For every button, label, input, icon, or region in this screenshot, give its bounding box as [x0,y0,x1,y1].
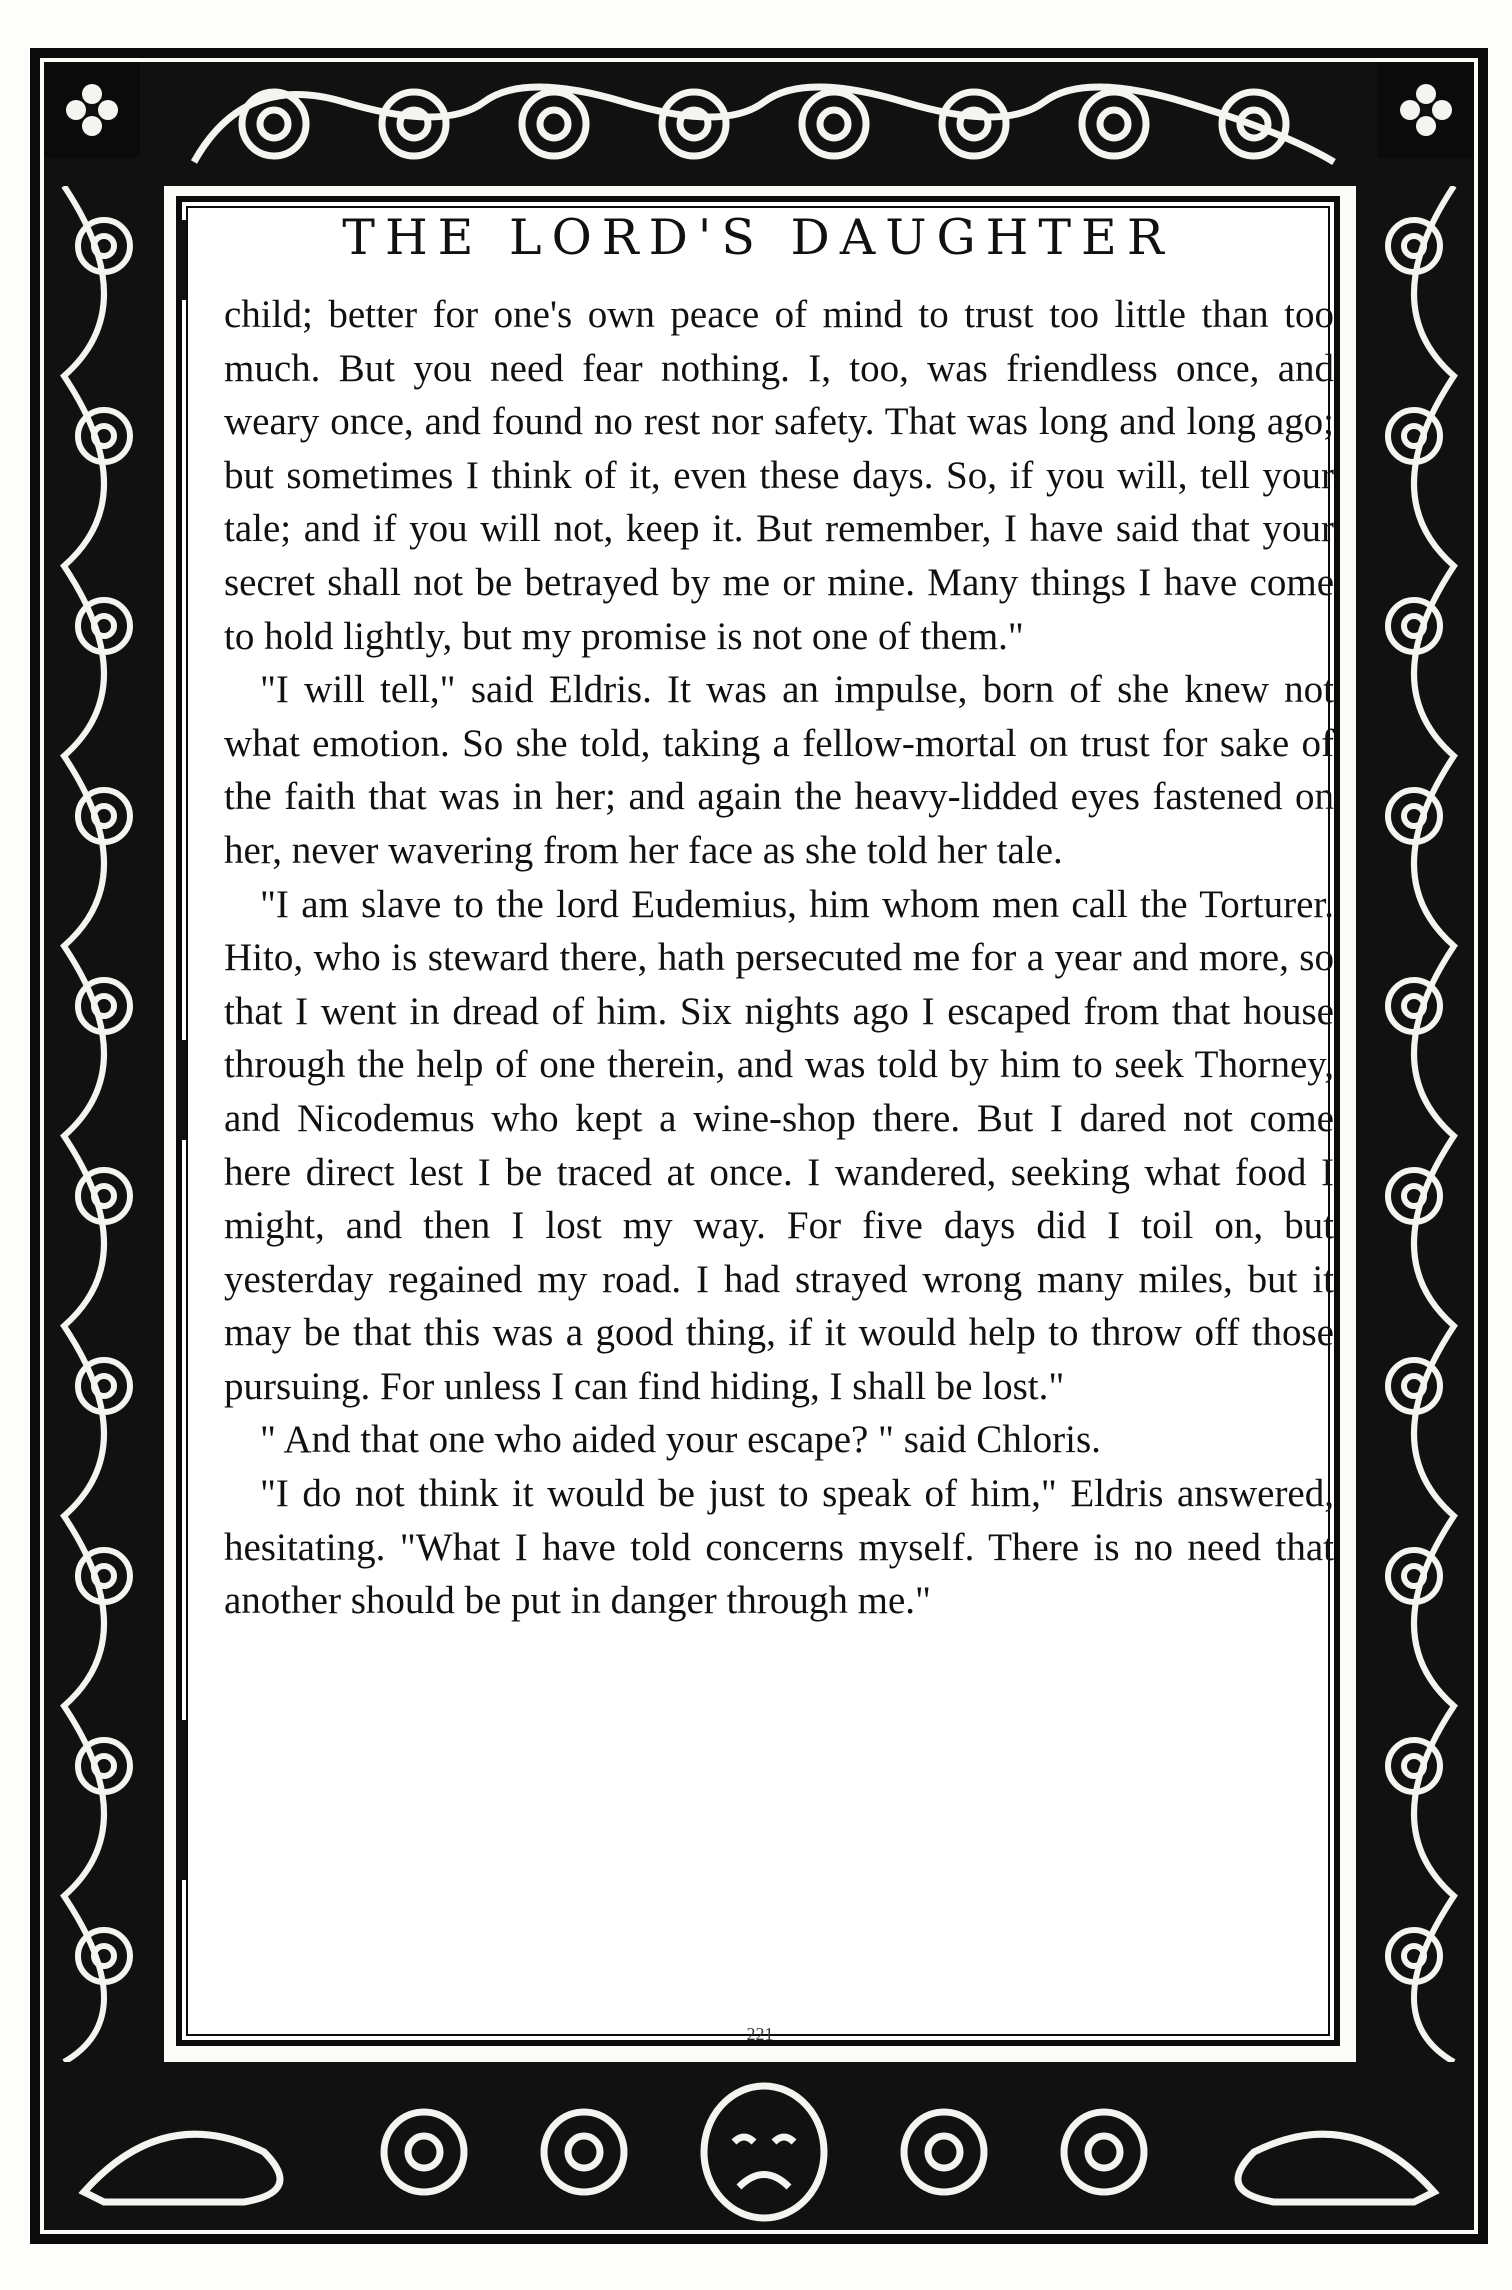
flower-rosette-icon [1396,80,1456,140]
right-scroll-ornament [1356,186,1474,2062]
body-text [224,288,1334,1628]
running-head: THE LORD'S DAUGHTER [342,209,1174,266]
flower-rosette-icon [62,80,122,140]
paragraph: child; better for one's own peace of mind to trust too little than too much. But you need fear nothing. I, too, was friendless once, and weary once, and found no rest nor safety. That was long and long ago; but sometimes I think of it, even these days. So, if you will, tell your tale; and if you will not, keep it. But remember, I have said that your secret shall not be betrayed by me or mine. Many things I have come to hold lightly, but my promise is not one of them." [224,293,1334,658]
top-scroll-ornament [44,62,1474,186]
paragraph: "I will tell," said Eldris. It was an impulse, born of she knew not what emotion. So she told, taking a fellow-mortal on trust for sake of the faith that was in her; and again the heavy-lidded eyes fastened on her, never wavering from her face as she told her tale. [224,668,1334,872]
lamp-and-mask-icon [44,2062,1474,2230]
paragraph: "I am slave to the lord Eudemius, him whom men call the Torturer. Hito, who is steward there, hath persecuted me for a year and more, so that I went in dread of him. Six nights ago I escaped from that house through the help of one therein, and was told by him to seek Thorney, and Nicodemus who kept a wine-shop there. But I dared not come here direct lest I be traced at once. I wandered, seeking what food I might, and then I lost my way. For five days did I toil on, but yesterday regained my road. I had strayed wrong many miles, but it may be that this was a good thing, if it would help to throw off those pursuing. For unless I can find hiding, I shall be lost." [224,882,1334,1408]
corner-rosette-top-left [44,62,140,158]
page-number: 221 [746,2024,774,2044]
margin-mark [176,1720,186,1880]
margin-mark [176,1040,186,1140]
scroll-pattern-icon [1356,186,1474,2062]
scroll-pattern-icon [44,62,1474,186]
scroll-pattern-icon [44,186,164,2062]
paragraph: " And that one who aided your escape? " said Chloris. [260,1418,1101,1462]
corner-rosette-top-right [1378,62,1474,158]
left-scroll-ornament [44,186,164,2062]
bottom-ornament [44,2062,1474,2230]
paragraph: "I do not think it would be just to speak of him," Eldris answered, hesitating. "What I have told concerns myself. There is no need that another should be put in danger through me." [224,1472,1334,1623]
